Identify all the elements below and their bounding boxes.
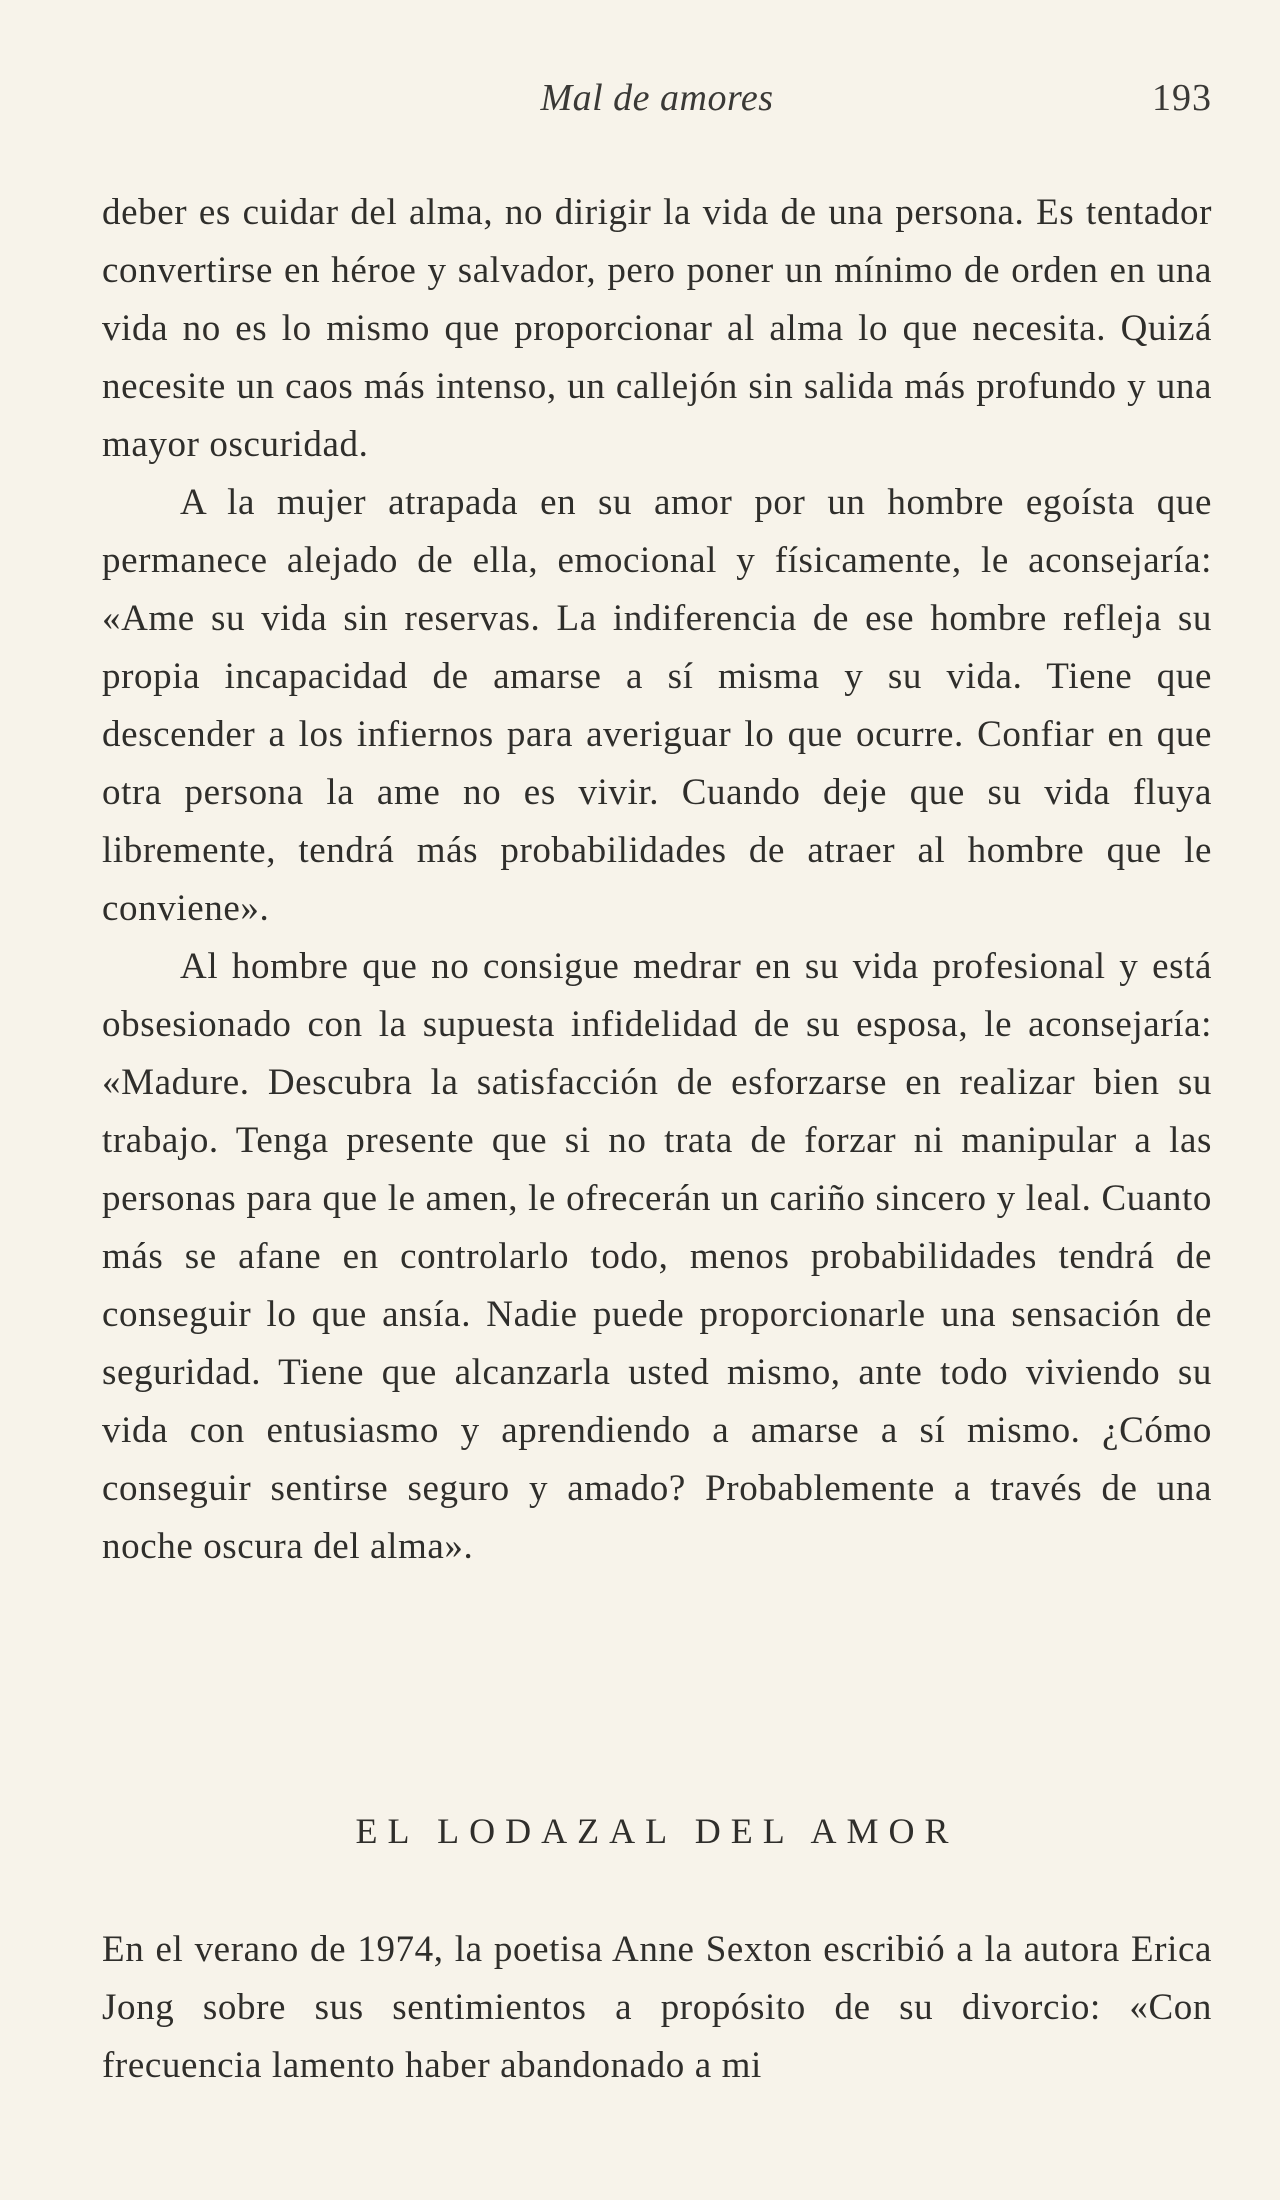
paragraph-continued: deber es cuidar del alma, no dirigir la vida de una persona. Es tentador convertirse en héroe y salvador, pero poner un mínimo de orden en una vida no es lo mismo que proporcionar al alma lo que necesita. Quizá necesite un caos más intenso, un callejón sin salida más profundo y una mayor oscuridad. [102, 192, 1212, 465]
running-title: Mal de amores [540, 77, 774, 119]
section-heading: EL LODAZAL DEL AMOR [355, 1811, 959, 1851]
section-first-paragraph: En el verano de 1974, la poetisa Anne Sexton escribió a la autora Erica Jong sobre sus sentimientos a propósito de su divorcio: «Con frecuencia lamento haber abandonado a mi [102, 1929, 1212, 2086]
section-text [102, 1921, 1212, 2095]
paragraph-advice-man: Al hombre que no consigue medrar en su vida profesional y está obsesionado con la supuesta infidelidad de su esposa, le aconsejaría: «Madure. Descubra la satisfacción de esforzarse en realizar bien su trabajo. Tenga presente que si no trata de forzar ni manipular a las personas para que le amen, le ofrecerán un cariño sincero y leal. Cuanto más se afane en controlarlo todo, menos probabilidades tendrá de conseguir lo que ansía. Nadie puede proporcionarle una sensación de seguridad. Tiene que alcanzarla usted mismo, ante todo viviendo su vida con entusiasmo y aprendiendo a amarse a sí mismo. ¿Cómo conseguir sentirse seguro y amado? Probablemente a través de una noche oscura del alma». [102, 946, 1212, 1567]
paragraph-advice-woman: A la mujer atrapada en su amor por un hombre egoísta que permanece alejado de ella, emocional y físicamente, le aconsejaría: «Ame su vida sin reservas. La indiferencia de ese hombre refleja su propia incapacidad de amarse a sí misma y su vida. Tiene que descender a los infiernos para averiguar lo que ocurre. Confiar en que otra persona la ame no es vivir. Cuando deje que su vida fluya libremente, tendrá más probabilidades de atraer al hombre que le conviene». [102, 482, 1212, 929]
main-text [102, 184, 1212, 1576]
running-header [102, 76, 1212, 126]
page-number: 193 [1152, 77, 1212, 119]
